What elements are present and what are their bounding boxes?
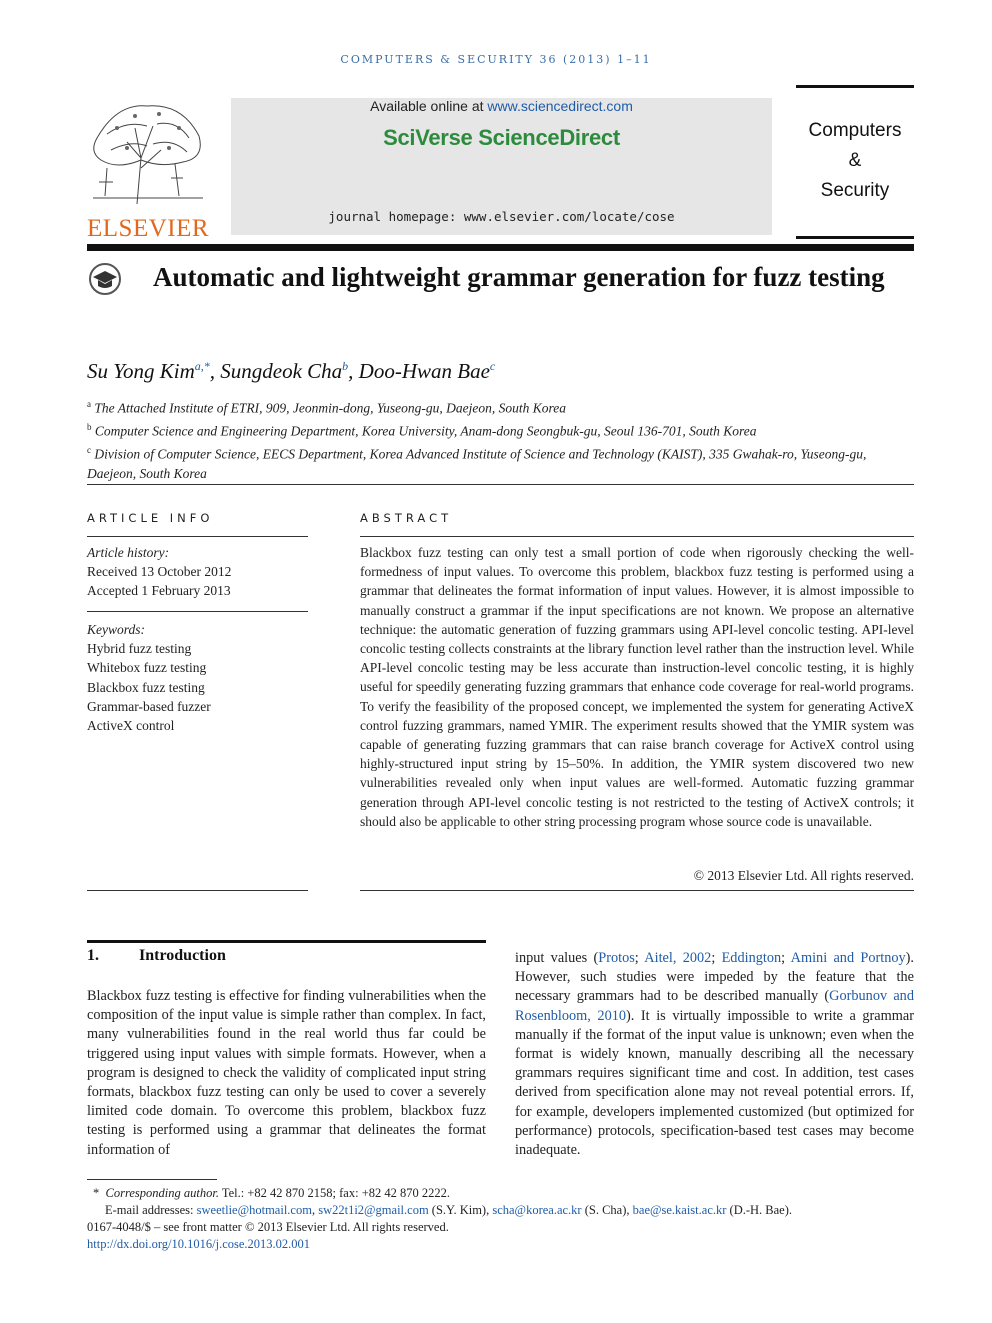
sciencedirect-banner bbox=[231, 98, 772, 235]
elsevier-logo bbox=[87, 98, 210, 242]
issn-line: 0167-4048/$ – see front matter © 2013 Elsevier Ltd. All rights reserved. bbox=[87, 1220, 449, 1234]
author-list: Su Yong Kim$^{a,*}$, Sungdeok Cha$^b$, Doo-Hwan Bae$^c$ bbox=[87, 359, 496, 383]
affiliation-divider bbox=[87, 484, 914, 485]
intro-text: ). It is virtually impossible to write a grammar manually if the format of the input value is unknown; even when the format is widely known, manually describing all the necessary grammars requires significant time and cost. In addition, test cases derived from specification alone may not reveal potential errors. If, for example, developers implemented customized (but optimized for performance) protocols, specification-based test cases may become inadequate. bbox=[515, 1007, 914, 1159]
intro-text: ). However, such studies were impeded by the feature that the necessary grammars had to be described manually ( bbox=[515, 950, 914, 1005]
article-info-bottom-rule bbox=[87, 890, 308, 891]
affiliations bbox=[87, 395, 914, 484]
affiliation-key: b bbox=[87, 422, 92, 432]
header-divider bbox=[87, 244, 914, 251]
section-number: 1. bbox=[87, 947, 99, 964]
intro-left-column: Blackbox fuzz testing is effective for finding vulnerabilities when the composition of the input value is simple rather than complex. In fact, many vulnerabilities found in the real world thus far could be triggered using input values with simple formats. However, when a program is designed to check the validity of complicated input string formats, blackbox fuzz testing can only be used to cover a severely limited code domain. To overcome this problem, blackbox fuzz testing is performed using a grammar that delineates the format information of bbox=[87, 988, 486, 1158]
citation-link[interactable]: Amini and Portnoy bbox=[790, 950, 906, 966]
keyword-item: Grammar-based fuzzer bbox=[87, 698, 211, 714]
journal-name-line3: Security bbox=[820, 180, 890, 201]
email-link[interactable]: sweetlie@hotmail.com bbox=[196, 1203, 312, 1217]
abstract-rule bbox=[360, 536, 914, 537]
email-separator: , bbox=[311, 1203, 319, 1217]
footnote-marker: * bbox=[93, 1186, 100, 1200]
abstract-copyright: © 2013 Elsevier Ltd. All rights reserved. bbox=[693, 868, 914, 883]
available-online-line bbox=[231, 98, 772, 114]
article-info-heading: ARTICLE INFO bbox=[87, 511, 214, 525]
journal-name-box bbox=[796, 85, 914, 239]
footnote-rule bbox=[87, 1179, 217, 1180]
affiliation-text: Computer Science and Engineering Department, Korea University, Anam-dong Seongbuk-gu, Seoul 136-701, South Korea bbox=[94, 423, 757, 439]
citation-link[interactable]: Aitel, 2002 bbox=[644, 950, 712, 966]
citation-link[interactable]: Eddington bbox=[721, 950, 782, 966]
email-separator: (S.Y. Kim), bbox=[428, 1203, 493, 1217]
affiliation-key: a bbox=[87, 399, 91, 409]
corresponding-label: Corresponding author. bbox=[105, 1186, 219, 1200]
intro-heading bbox=[87, 947, 226, 965]
author-affil-ref[interactable]: c bbox=[489, 359, 496, 373]
journal-name-line1: Computers bbox=[808, 120, 902, 141]
accepted-date: Accepted 1 February 2013 bbox=[87, 583, 231, 599]
citation-link[interactable]: Protos bbox=[598, 950, 635, 966]
article-info-rule bbox=[87, 536, 308, 537]
history-rule bbox=[87, 611, 308, 612]
author-name: Sungdeok Cha bbox=[220, 359, 343, 383]
abstract-heading: ABSTRACT bbox=[360, 511, 453, 525]
intro-right-column: input values (Protos; Aitel, 2002; Eddington; Amini and Portnoy). However, such studies were impeded by the feature that the necessary grammars had to be described manually (Gorbunov and Rosenbloom, 2010). It is virtually impossible to write a grammar manually if the format of the input value is unknown; even when the format is widely known, manually describing all the necessary grammars requires significant time and cost. In addition, test cases derived from specification alone may not reveal potential errors. If, for example, developers implemented customized (but optimized for performance) protocols, specification-based test cases may become inadequate. bbox=[515, 950, 914, 1159]
available-online-text: Available online at bbox=[370, 98, 488, 114]
intro-text: input values ( bbox=[515, 950, 599, 966]
sciencedirect-link[interactable]: www.sciencedirect.com bbox=[487, 98, 633, 114]
keyword-item: Blackbox fuzz testing bbox=[87, 679, 205, 695]
author-affil-ref[interactable]: b bbox=[342, 359, 349, 373]
affiliation-text: Division of Computer Science, EECS Department, Korea Advanced Institute of Science and Technology (KAIST), 335 Gwahak-ro, Yuseong-gu, Daejeon, South Korea bbox=[87, 446, 867, 481]
email-link[interactable]: scha@korea.ac.kr bbox=[492, 1203, 582, 1217]
email-separator: (D.-H. Bae). bbox=[726, 1203, 793, 1217]
email-separator: (S. Cha), bbox=[581, 1203, 633, 1217]
email-label: E-mail addresses: bbox=[105, 1203, 197, 1217]
affiliation-item bbox=[87, 441, 914, 484]
journal-name-line2: & bbox=[848, 150, 862, 171]
corresponding-author-note bbox=[87, 1185, 914, 1202]
abstract-bottom-rule bbox=[360, 890, 914, 891]
affiliation-item bbox=[87, 418, 914, 441]
affiliation-key: c bbox=[87, 445, 91, 455]
email-link[interactable]: bae@se.kaist.ac.kr bbox=[632, 1203, 727, 1217]
article-title-text: Automatic and lightweight grammar generation for fuzz testing bbox=[153, 262, 885, 292]
history-label: Article history: bbox=[87, 545, 170, 560]
keywords bbox=[87, 620, 308, 735]
email-addresses bbox=[87, 1202, 914, 1219]
keyword-item: Hybrid fuzz testing bbox=[87, 641, 192, 657]
article-title bbox=[87, 259, 914, 295]
corresponding-contact: Tel.: +82 42 870 2158; fax: +82 42 870 2222. bbox=[218, 1186, 450, 1200]
article-history bbox=[87, 543, 308, 601]
elsevier-wordmark: ELSEVIER bbox=[87, 215, 210, 242]
keywords-label: Keywords: bbox=[87, 622, 145, 637]
abstract-text: Blackbox fuzz testing can only test a small portion of code when rigorously checking the well-formedness of input values. To overcome this problem, blackbox fuzz testing is performed using a grammar that delineates the format information of input values. However, it is almost impossible to manually construct a grammar if the input specifications are not known. We propose an alternative technique: the automatic generation of fuzzing grammars using API-level concolic testing. API-level concolic testing collects constraints at the library function level rather than the instruction level. While API-level concolic testing may be less accurate than instruction-level concolic testing, it is highly useful for speedily generating fuzzing grammars that enhance code coverage for real-world programs. To verify the feasibility of the proposed concept, we implemented the system for generating ActiveX control fuzzing grammars, named YMIR. The experiment results showed that the YMIR system was capable of generating fuzzing grammars that can raise branch coverage for ActiveX control using highly-structured input string by 15–50%. In addition, the YMIR system discovered two new vulnerabilities revealed only when input values are well-formed. Automatic fuzzing grammar generation through API-level concolic testing is not restricted to the testing of ActiveX controls; it should also be applicable to other string processing program whose source code is unavailable. bbox=[360, 545, 914, 829]
keyword-item: ActiveX control bbox=[87, 718, 175, 734]
received-date: Received 13 October 2012 bbox=[87, 564, 232, 580]
citation-link[interactable]: Gorbunov and Rosenbloom, 2010 bbox=[515, 988, 914, 1024]
elsevier-tree-icon bbox=[87, 98, 209, 206]
sciverse-brand: SciVerse ScienceDirect bbox=[383, 125, 620, 150]
affiliation-item bbox=[87, 395, 914, 418]
section-title: Introduction bbox=[139, 947, 226, 964]
author-name: Su Yong Kim bbox=[87, 359, 195, 383]
affiliation-text: The Attached Institute of ETRI, 909, Jeonmin-dong, Yuseong-gu, Daejeon, South Korea bbox=[94, 400, 566, 416]
author-name: Doo-Hwan Bae bbox=[358, 359, 490, 383]
doi-link[interactable]: http://dx.doi.org/10.1016/j.cose.2013.02.001 bbox=[87, 1237, 311, 1251]
running-header: COMPUTERS & SECURITY 36 (2013) 1–11 bbox=[340, 53, 652, 66]
keyword-item: Whitebox fuzz testing bbox=[87, 660, 207, 676]
intro-heading-rule bbox=[87, 940, 486, 943]
journal-homepage[interactable]: journal homepage: www.elsevier.com/locate/cose bbox=[328, 209, 675, 224]
author-affil-ref[interactable]: a,* bbox=[194, 359, 210, 373]
footnotes bbox=[87, 1185, 914, 1253]
email-link[interactable]: sw22t1i2@gmail.com bbox=[318, 1203, 429, 1217]
